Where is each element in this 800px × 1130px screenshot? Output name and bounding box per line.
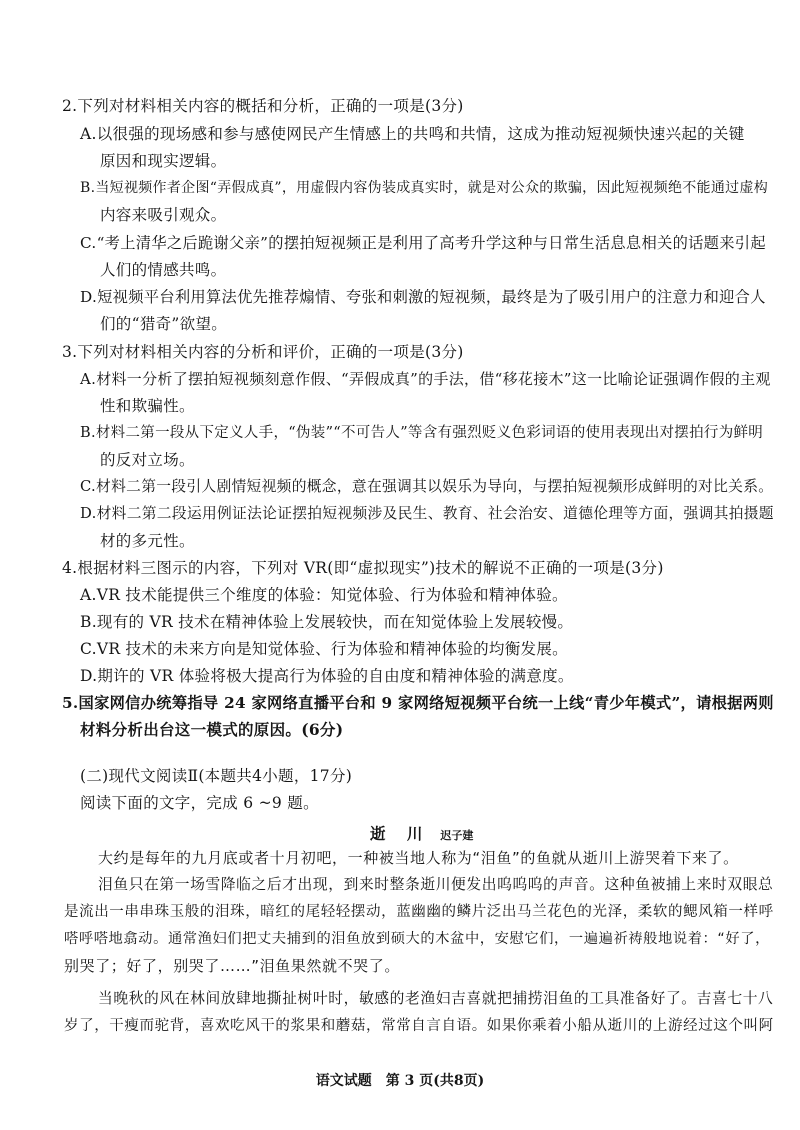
article-paragraph-1: 大约是每年的九月底或者十月初吧，一种被当地人称为“泪鱼”的鱼就从逝川上游哭着下来了。 <box>98 849 739 867</box>
article-author: 迟子建 <box>440 829 474 842</box>
q2-option-c-cont: 人们的情感共鸣。 <box>100 261 227 279</box>
q2-option-b: B.当短视频作者企图“弄假成真”，用虚假内容伪装成真实时，就是对公众的欺骗，因此短视频绝不能通过虚构 <box>80 180 769 196</box>
q2-option-a-cont: 原因和现实逻辑。 <box>100 152 227 170</box>
q3-stem: 3.下列对材料相关内容的分析和评价，正确的一项是(3分) <box>62 343 464 361</box>
page-footer: 语文试题 第 3 页(共8页) <box>315 1073 485 1089</box>
q2-stem: 2.下列对材料相关内容的概括和分析，正确的一项是(3分) <box>62 97 464 115</box>
q2-option-b-cont: 内容来吸引观众。 <box>100 206 227 224</box>
q2-option-c: C.“考上清华之后跪谢父亲”的摆拍短视频正是利用了高考升学这种与日常生活息息相关的话题来引起 <box>80 234 766 252</box>
article-paragraph-2-line-4: 别哭了；好了，别哭了……”泪鱼果然就不哭了。 <box>64 957 400 975</box>
article-title: 逝 川 <box>370 824 431 843</box>
section-heading: (二)现代文阅读Ⅱ(本题共4小题，17分) <box>80 767 353 785</box>
q4-stem: 4.根据材料三图示的内容，下列对 VR(即“虚拟现实”)技术的解说不正确的一项是(3分) <box>62 559 664 577</box>
q3-option-d-cont: 材的多元性。 <box>100 532 195 550</box>
q3-option-c: C.材料二第一段引人剧情短视频的概念，意在强调其以娱乐为导向，与摆拍短视频形成鲜明的对比关系。 <box>80 478 774 495</box>
article-title-block <box>370 822 473 844</box>
q3-option-b-cont: 的反对立场。 <box>100 451 195 469</box>
article-paragraph-3-line-2: 岁了，干瘦而驼背，喜欢吃风干的浆果和蘑菇，常常自言自语。如果你乘着小船从逝川的上游经过这个叫阿 <box>64 1018 774 1034</box>
q4-option-a: A.VR 技术能提供三个维度的体验：知觉体验、行为体验和精神体验。 <box>80 586 568 604</box>
q4-option-b: B.现有的 VR 技术在精神体验上发展较快，而在知觉体验上发展较慢。 <box>80 613 574 631</box>
q2-option-d-cont: 们的“猎奇”欲望。 <box>100 315 228 333</box>
q2-option-d: D.短视频平台利用算法优先推荐煽情、夸张和刺激的短视频，最终是为了吸引用户的注意力和迎合人 <box>80 288 766 306</box>
q5-stem-cont: 材料分析出台这一模式的原因。(6分) <box>80 720 344 739</box>
q3-option-d: D.材料二第二段运用例证法论证摆拍短视频涉及民生、教育、社会治安、道德伦理等方面，强调其拍摄题 <box>80 505 774 522</box>
article-paragraph-2-line-3: 嗒呼嗒地翕动。通常渔妇们把丈夫捕到的泪鱼放到硕大的木盆中，安慰它们，一遍遍祈祷般地说着：“好了， <box>64 931 770 947</box>
q4-option-c: C.VR 技术的未来方向是知觉体验、行为体验和精神体验的均衡发展。 <box>80 640 568 658</box>
q3-option-b: B.材料二第一段从下定义人手，“伪装”“不可告人”等含有强烈贬义色彩词语的使用表现出对摆拍行为鲜明 <box>80 425 764 441</box>
q3-option-a-cont: 性和欺骗性。 <box>100 397 195 415</box>
q5-stem: 5.国家网信办统筹指导 24 家网络直播平台和 9 家网络短视频平台统一上线“青少年模式”，请根据两则 <box>62 694 774 712</box>
q3-option-a: A.材料一分析了摆拍短视频刻意作假、“弄假成真”的手法，借“移花接木”这一比喻论证强调作假的主观 <box>80 370 771 388</box>
q2-option-a: A.以很强的现场感和参与感使网民产生情感上的共鸣和共情，这成为推动短视频快速兴起的关键 <box>80 125 745 143</box>
section-instruction: 阅读下面的文字，完成 6 ~9 题。 <box>80 794 319 812</box>
article-paragraph-3-line-1: 当晚秋的风在林间放肆地撕扯树叶时，敏感的老渔妇吉喜就把捕捞泪鱼的工具准备好了。吉喜七十八 <box>98 990 774 1007</box>
q4-option-d: D.期许的 VR 体验将极大提高行为体验的自由度和精神体验的满意度。 <box>80 667 574 685</box>
article-paragraph-2-line-2: 是流出一串串珠玉般的泪珠，暗红的尾轻轻摆动，蓝幽幽的鳞片泛出马兰花色的光泽，柔软的鳃风箱一样呼 <box>64 904 774 920</box>
article-paragraph-2-line-1: 泪鱼只在第一场雪降临之后才出现，到来时整条逝川便发出呜呜呜的声音。这种鱼被捕上来时双眼总 <box>98 876 774 893</box>
